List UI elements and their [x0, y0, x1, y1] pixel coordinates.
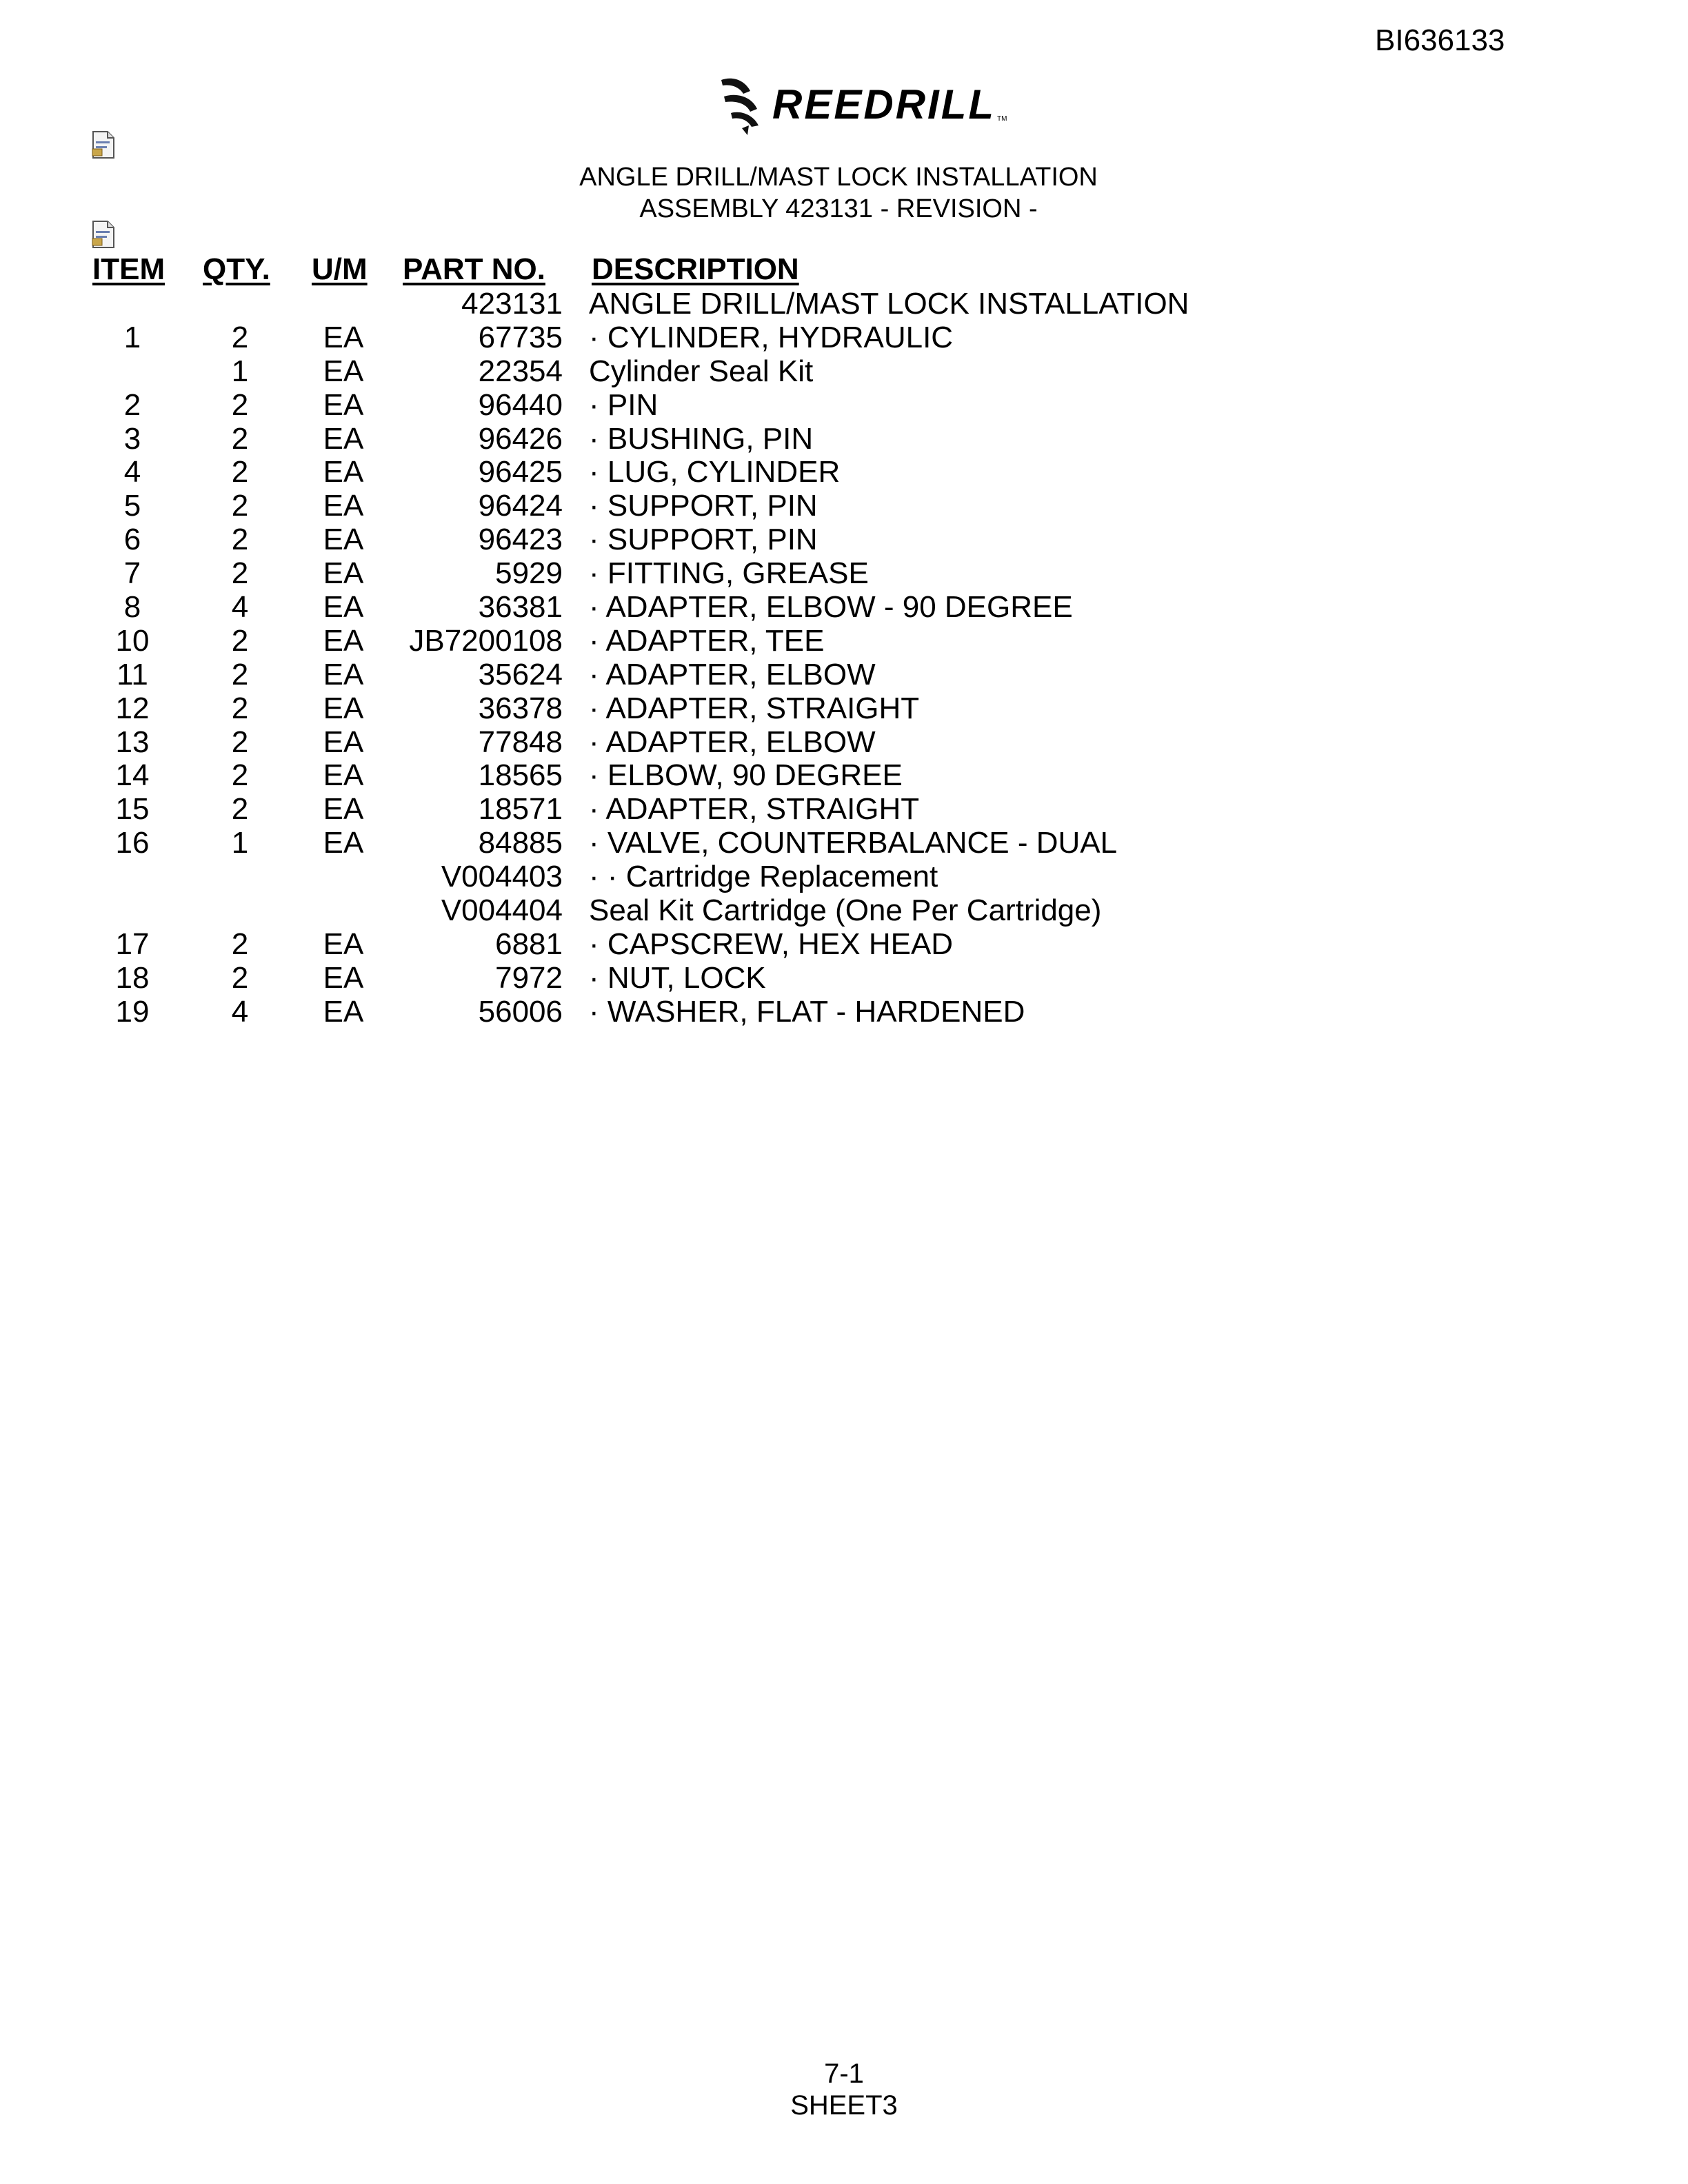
part-number: 77848 — [478, 725, 563, 759]
quantity: 2 — [231, 758, 249, 793]
table-row — [0, 860, 1688, 893]
part-number: 36378 — [478, 691, 563, 725]
item-number: 12 — [115, 691, 150, 725]
quantity: 2 — [231, 725, 249, 759]
part-description: · SUPPORT, PIN — [589, 489, 818, 523]
unit-of-measure: EA — [323, 826, 364, 860]
item-number: 2 — [123, 387, 141, 422]
unit-of-measure: EA — [323, 960, 364, 995]
reedrill-logo — [717, 72, 1007, 138]
part-description: Cylinder Seal Kit — [589, 354, 814, 388]
column-header-part-no: PART NO. — [403, 252, 545, 286]
table-row — [0, 927, 1688, 961]
table-row — [0, 725, 1688, 759]
table-row — [0, 792, 1688, 826]
table-row — [0, 758, 1688, 792]
part-description: · CAPSCREW, HEX HEAD — [589, 927, 954, 961]
part-number: 423131 — [461, 287, 563, 321]
part-number: 22354 — [478, 354, 563, 388]
unit-of-measure: EA — [323, 691, 364, 725]
unit-of-measure: EA — [323, 792, 364, 827]
part-number: 96426 — [478, 421, 563, 456]
part-description: · LUG, CYLINDER — [589, 455, 841, 489]
part-number: 96423 — [478, 523, 563, 557]
unit-of-measure: EA — [323, 927, 364, 961]
quantity: 2 — [231, 927, 249, 961]
part-description: · BUSHING, PIN — [589, 421, 814, 456]
document-attachment-icon[interactable] — [91, 131, 116, 159]
table-row — [0, 624, 1688, 658]
quantity: 2 — [231, 421, 249, 456]
table-row — [0, 354, 1688, 388]
unit-of-measure: EA — [323, 590, 364, 625]
part-number: 18565 — [478, 758, 563, 793]
quantity: 1 — [231, 826, 249, 860]
unit-of-measure: EA — [323, 320, 364, 354]
assembly-title: ANGLE DRILL/MAST LOCK INSTALLATION — [579, 163, 1098, 192]
reedrill-drill-bit-icon — [717, 73, 765, 136]
item-number: 18 — [115, 960, 150, 995]
unit-of-measure: EA — [323, 994, 364, 1029]
part-description: · · Cartridge Replacement — [589, 860, 938, 894]
part-description: · ADAPTER, TEE — [589, 623, 825, 658]
table-row — [0, 893, 1688, 927]
part-number: V004403 — [441, 860, 563, 894]
parts-table-body — [0, 287, 1688, 1029]
quantity: 2 — [231, 455, 249, 489]
part-description: · ADAPTER, STRAIGHT — [589, 691, 920, 725]
item-number: 3 — [123, 421, 141, 456]
quantity: 1 — [231, 354, 249, 388]
document-attachment-icon[interactable] — [91, 221, 116, 248]
table-row — [0, 287, 1688, 321]
part-description: · ADAPTER, ELBOW — [589, 657, 876, 691]
table-row — [0, 826, 1688, 860]
part-number: 6881 — [495, 927, 563, 961]
item-number: 14 — [115, 758, 150, 793]
quantity: 2 — [231, 489, 249, 523]
part-description: · ADAPTER, ELBOW - 90 DEGREE — [589, 590, 1073, 625]
item-number: 5 — [123, 489, 141, 523]
part-description: · WASHER, FLAT - HARDENED — [589, 994, 1025, 1029]
unit-of-measure: EA — [323, 489, 364, 523]
unit-of-measure: EA — [323, 354, 364, 388]
part-number: 35624 — [478, 657, 563, 691]
item-number: 16 — [115, 826, 150, 860]
document-id: BI636133 — [1375, 23, 1505, 57]
quantity: 2 — [231, 387, 249, 422]
quantity: 2 — [231, 523, 249, 557]
part-number: 96424 — [478, 489, 563, 523]
part-description: · CYLINDER, HYDRAULIC — [589, 320, 954, 354]
quantity: 2 — [231, 792, 249, 827]
quantity: 4 — [231, 994, 249, 1029]
unit-of-measure: EA — [323, 455, 364, 489]
part-number: 56006 — [478, 994, 563, 1029]
part-description: Seal Kit Cartridge (One Per Cartridge) — [589, 893, 1102, 928]
part-number: JB7200108 — [409, 623, 563, 658]
item-number: 4 — [123, 455, 141, 489]
table-row — [0, 691, 1688, 725]
table-row — [0, 455, 1688, 489]
unit-of-measure: EA — [323, 556, 364, 591]
quantity: 2 — [231, 556, 249, 591]
unit-of-measure: EA — [323, 657, 364, 691]
quantity: 2 — [231, 623, 249, 658]
quantity: 2 — [231, 657, 249, 691]
item-number: 17 — [115, 927, 150, 961]
part-number: 18571 — [478, 792, 563, 827]
unit-of-measure: EA — [323, 523, 364, 557]
part-description: · ADAPTER, STRAIGHT — [589, 792, 920, 827]
table-row — [0, 995, 1688, 1029]
part-number: 5929 — [495, 556, 563, 591]
table-row — [0, 321, 1688, 354]
quantity: 2 — [231, 691, 249, 725]
part-description: · VALVE, COUNTERBALANCE - DUAL — [589, 826, 1118, 860]
item-number: 19 — [115, 994, 150, 1029]
table-row — [0, 590, 1688, 624]
table-row — [0, 658, 1688, 691]
column-header-description: DESCRIPTION — [592, 252, 799, 286]
table-row — [0, 523, 1688, 556]
part-number: 84885 — [478, 826, 563, 860]
part-number: 96440 — [478, 387, 563, 422]
part-number: 67735 — [478, 320, 563, 354]
column-header-um: U/M — [312, 252, 368, 286]
item-number: 7 — [123, 556, 141, 591]
item-number: 11 — [117, 657, 148, 691]
unit-of-measure: EA — [323, 623, 364, 658]
item-number: 1 — [123, 320, 141, 354]
table-row — [0, 556, 1688, 590]
part-number: 36381 — [478, 590, 563, 625]
assembly-revision: ASSEMBLY 423131 - REVISION - — [639, 194, 1038, 223]
part-number: V004404 — [441, 893, 563, 928]
table-row — [0, 489, 1688, 523]
part-description: · NUT, LOCK — [589, 960, 766, 995]
item-number: 15 — [115, 792, 150, 827]
part-description: · PIN — [589, 387, 659, 422]
part-description: ANGLE DRILL/MAST LOCK INSTALLATION — [589, 287, 1189, 321]
unit-of-measure: EA — [323, 421, 364, 456]
part-number: 96425 — [478, 455, 563, 489]
part-number: 7972 — [495, 960, 563, 995]
sheet-label: SHEET3 — [790, 2090, 898, 2121]
logo-trademark: TM — [997, 115, 1007, 123]
page-number: 7-1 — [824, 2059, 864, 2089]
table-row — [0, 961, 1688, 995]
part-description: · SUPPORT, PIN — [589, 523, 818, 557]
logo-wordmark: REEDRILL — [772, 81, 996, 128]
column-header-qty: QTY. — [203, 252, 270, 286]
part-description: · FITTING, GREASE — [589, 556, 869, 591]
column-header-item: ITEM — [92, 252, 165, 286]
item-number: 6 — [123, 523, 141, 557]
unit-of-measure: EA — [323, 758, 364, 793]
item-number: 10 — [115, 623, 150, 658]
part-description: · ADAPTER, ELBOW — [589, 725, 876, 759]
quantity: 4 — [231, 590, 249, 625]
part-description: · ELBOW, 90 DEGREE — [589, 758, 903, 793]
table-row — [0, 422, 1688, 456]
table-row — [0, 388, 1688, 422]
unit-of-measure: EA — [323, 387, 364, 422]
item-number: 8 — [123, 590, 141, 625]
item-number: 13 — [115, 725, 150, 759]
quantity: 2 — [231, 320, 249, 354]
unit-of-measure: EA — [323, 725, 364, 759]
quantity: 2 — [231, 960, 249, 995]
